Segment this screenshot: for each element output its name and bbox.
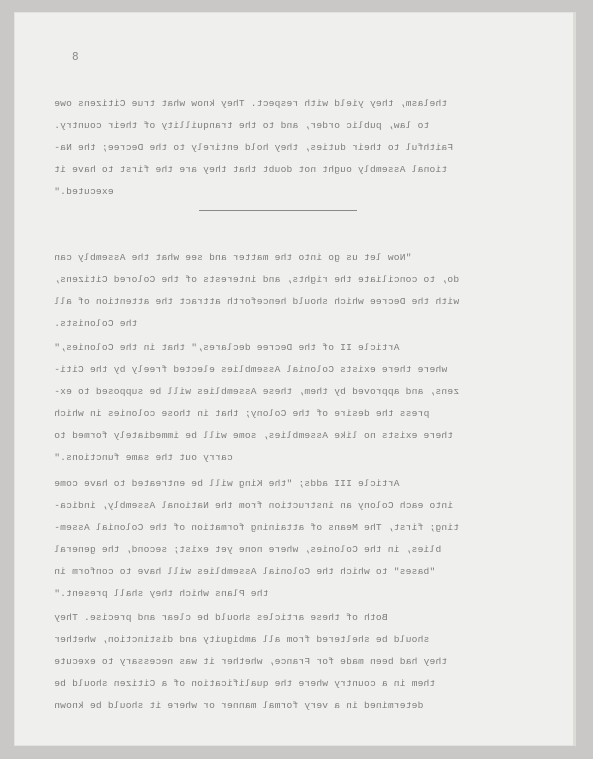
text-line: they had been made for France, whether it was necessary to execute [54,656,448,667]
text-line: the Plans which they shall present." [54,588,269,599]
page-number: 8 [72,50,79,63]
text-line: Article III adds; "the King will be entreated to have come [54,478,400,489]
text-line: determined in a very formal manner or where it should be known [54,700,424,711]
text-line: executed." [54,186,114,197]
text-line: should be sheltered from all ambiguity and distinction, whether [54,634,430,645]
text-line: "Now let us go into the matter and see what the Assembly can [54,252,412,263]
text-line: Both of these articles should be clear and precise. They [54,612,388,623]
text-line: to law, public order, and to the tranquillity of their country. [54,120,430,131]
text-line: them in a country where the qualification of a Citizen should be [54,678,436,689]
text-line: the Colonists. [54,318,138,329]
text-line: thelasm, they yield with respect. They know what true Citizens owe [54,98,448,109]
text-line: "bases" to which the Colonial Assemblies will have to conform in [54,566,436,577]
text-line: blies, in the Colonies, where none yet exist; second, the general [54,544,442,555]
text-line: carry out the same functions." [54,452,233,463]
document-page [14,12,576,746]
text-line: there exists no like Assemblies, some will be immediately formed to [54,430,454,441]
text-line: press the desire of the Colony; that in those colonies in which [54,408,430,419]
text-line: ting; first, The Means of attaining formation of the Colonial Assem- [54,522,460,533]
text-line: do, to conciliate the rights, and interests of the Colored Citizens, [54,274,460,285]
text-line: tional Assembly ought not doubt that they are the first to have it [54,164,448,175]
text-line: zens, and approved by them, these Assemblies will be supposed to ex- [54,386,460,397]
typed-text-body [14,12,576,746]
text-line: with the Decree which should henceforth attract the attention of all [54,296,460,307]
text-line: into each Colony an instruction from the National Assembly, indica- [54,500,454,511]
text-line: where there exists Colonial Assemblies elected freely by the Citi- [54,364,448,375]
text-line: Article II of the Decree declares," that in the Colonies," [54,342,400,353]
text-line: Faithful to their duties, they hold entirely to the Decree; the Na- [54,142,454,153]
section-divider [199,210,357,211]
page-edge-shadow [573,12,576,746]
